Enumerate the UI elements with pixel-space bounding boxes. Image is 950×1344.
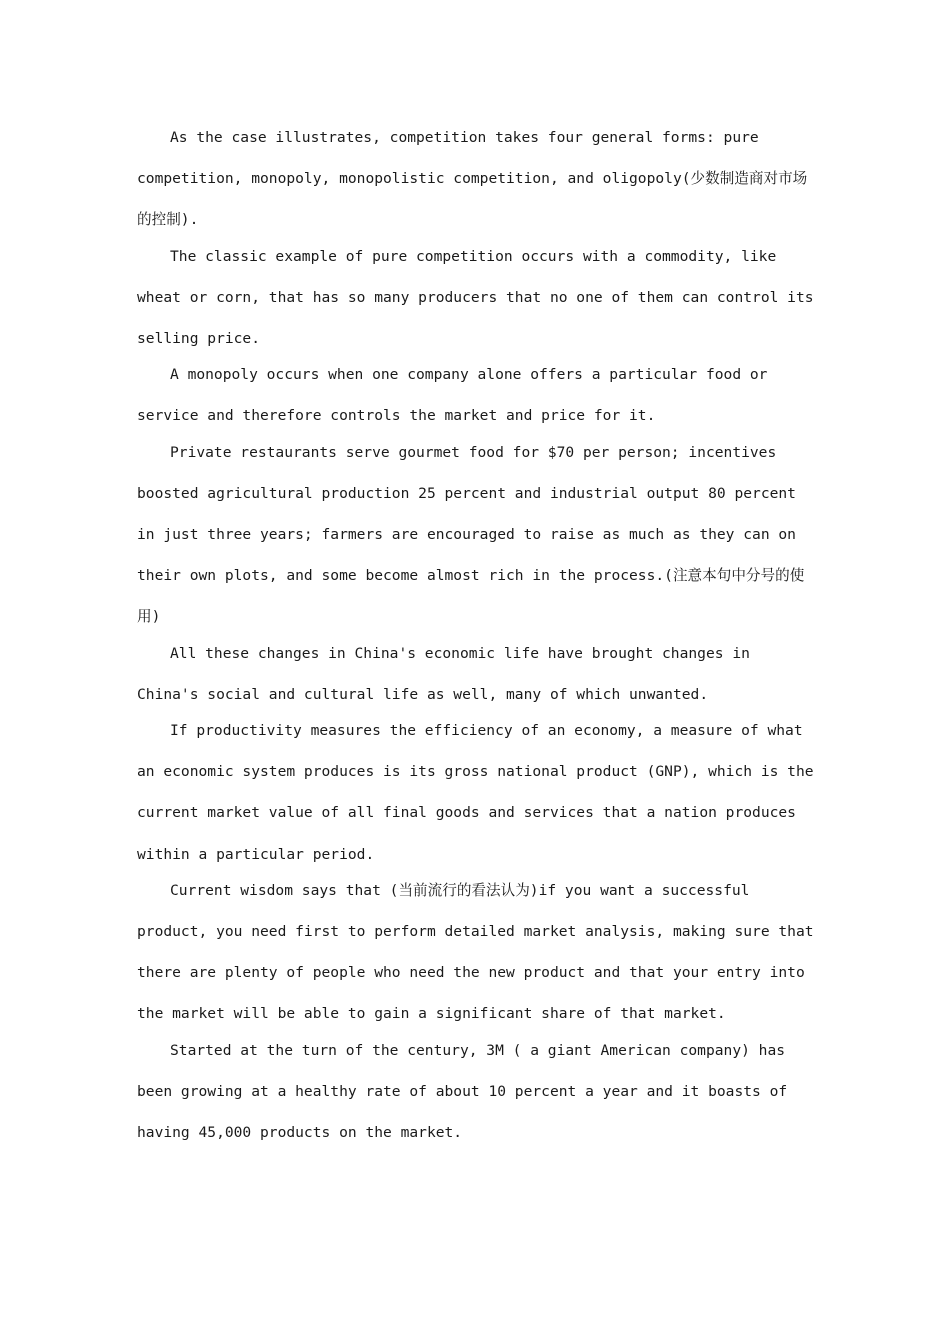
- paragraph-china-changes: All these changes in China's economic life have brought changes in China's social and cultural life as well, many of which unwanted.: [137, 644, 750, 703]
- paragraph-current-wisdom: Current wisdom says that (当前流行的看法认为)if you want a successful product, you need first to perform detailed market analysis, making sure that there are plenty of people who need the new product and that your entry into the market will be able to gain a significant share of that market.: [137, 881, 814, 1023]
- paragraph-3m-company: Started at the turn of the century, 3M ( a giant American company) has been growing at a healthy rate of about 10 percent a year and it boasts of having 45,000 products on the market.: [137, 1041, 788, 1142]
- paragraph-private-restaurants: Private restaurants serve gourmet food for $70 per person; incentives boosted agricultural production 25 percent and industrial output 80 percent in just three years; farmers are encouraged to raise as much as they can on their own plots, and some become almost rich in the process.(注意本句中分号的使用): [137, 443, 805, 626]
- paragraph-monopoly: A monopoly occurs when one company alone offers a particular food or service and therefore controls the market and price for it.: [137, 366, 768, 425]
- document-body: [137, 117, 817, 1153]
- paragraph-pure-competition: The classic example of pure competition occurs with a commodity, like wheat or corn, that has so many producers that no one of them can control its selling price.: [137, 247, 814, 348]
- paragraph-competition-forms: As the case illustrates, competition takes four general forms: pure competition, monopoly, monopolistic competition, and oligopoly(少数制造商对市场的控制).: [137, 129, 808, 229]
- paragraph-gnp: If productivity measures the efficiency of an economy, a measure of what an economic system produces is its gross national product (GNP), which is the current market value of all final goods and services that a nation produces within a particular period.: [137, 722, 814, 863]
